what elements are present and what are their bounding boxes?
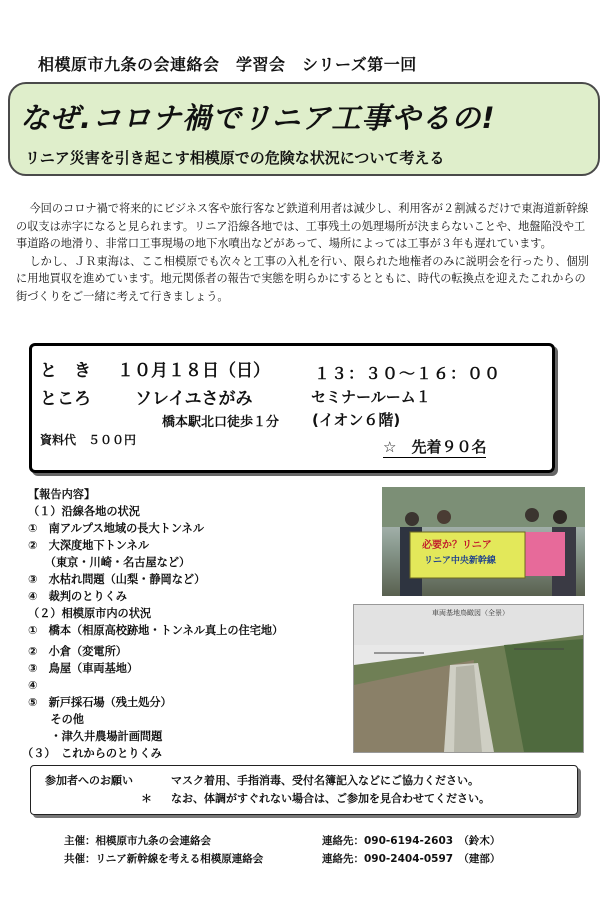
report-line: ① 橋本（相原高校跡地・トンネル真上の住宅地） — [28, 624, 284, 637]
event-time: １３：３０～１６：００ — [314, 364, 502, 383]
depot-aerial-image — [353, 604, 584, 753]
report-line: ③ 鳥屋（車両基地） — [28, 662, 139, 675]
report-list — [22, 486, 284, 762]
report-line: ・津久井農場計画問題 — [28, 730, 163, 743]
report-line: その他 — [28, 713, 84, 726]
intro-paragraph-1: 今回のコロナ禍で将来的にビジネス客や旅行客など鉄道利用者は減少し、利用客が２割減るだけで東海道新幹線の収支は赤字になると見られます。リニア沿線各地では、工事残土の処理場所が決まらないことや、地盤陥没や工事道路の地滑り、非常口工事現場の地下水噴出などがあって、場所によっては工事が３年も遅れています。 — [16, 202, 589, 250]
report-line: ④ 裁判のとりくみ — [28, 590, 127, 603]
protest-banner-text-2: リニア中央新幹線 — [424, 556, 496, 566]
event-date: １０月１８日（日） — [117, 361, 270, 381]
notice-label: 参加者へのお願い — [45, 774, 133, 787]
report-line: ① 南アルプス地域の長大トンネル — [28, 522, 205, 535]
report-line: （１）沿線各地の状況 — [28, 505, 140, 518]
intro-text — [16, 200, 594, 305]
notice-line-2: なお、体調がすぐれない場合は、ご参加を見合わせてください。 — [171, 792, 490, 805]
cosponsor-contact: 連絡先：090-2404-0597 （建部） — [322, 853, 501, 865]
report-line: （３） これからのとりくみ — [22, 747, 162, 760]
protest-banner-text-1: 必要か？リニア — [422, 540, 492, 551]
where-label: ところ — [40, 389, 91, 409]
organizer-contact: 連絡先：090-6194-2603 （鈴木） — [322, 835, 501, 847]
report-line: ② 小倉（変電所） — [28, 645, 127, 658]
report-line: ④ — [28, 679, 38, 692]
protest-photo — [382, 487, 585, 596]
event-fee: 資料代 ５００円 — [40, 433, 137, 447]
when-label: と き — [40, 361, 91, 381]
report-line: （２）相模原市内の状況 — [28, 607, 152, 620]
report-line: ③ 水枯れ問題（山梨・静岡など） — [28, 573, 206, 586]
event-capacity: ☆ 先着９０名 — [383, 438, 487, 456]
notice-line-1: マスク着用、手指消毒、受付名簿記入などにご協力ください。 — [171, 774, 479, 787]
depot-image-caption: 車両基地鳥瞰図（全景） — [432, 609, 509, 617]
organizer: 主催：相模原市九条の会連絡会 — [64, 835, 211, 847]
depot-aerial-graphic — [354, 605, 583, 752]
series-header: 相模原市九条の会連絡会 学習会 シリーズ第一回 — [38, 55, 417, 74]
event-room: セミナールーム１ — [311, 388, 431, 406]
cosponsor: 共催：リニア新幹線を考える相模原連絡会 — [64, 853, 264, 865]
notice-bullet: ＊ — [141, 792, 152, 805]
report-heading: 【報告内容】 — [28, 488, 96, 501]
intro-paragraph-2: しかし、ＪＲ東海は、ここ相模原でも次々と工事の入札を行い、限られた地権者のみに説明会を行ったり、個別に用地買収を進めています。地元関係者の報告で実態を明らかにするとともに、時代の転換点を迎えたこれからの街づくりをご一緒に考えて行きましょう。 — [16, 254, 589, 303]
report-line: （東京・川崎・名古屋など） — [28, 556, 191, 569]
report-line: ⑤ 新戸採石場（残土処分） — [28, 696, 172, 709]
main-title: なぜ.コロナ禍でリニア工事やるの! — [20, 101, 496, 135]
event-access: 橋本駅北口徒歩１分 — [162, 415, 280, 430]
event-venue: ソレイユさがみ — [135, 389, 253, 409]
report-line: ② 大深度地下トンネル — [28, 539, 150, 552]
subtitle: リニア災害を引き起こす相模原での危険な状況について考える — [25, 149, 445, 167]
notice-box — [30, 765, 578, 815]
event-floor: (イオン６階) — [312, 411, 401, 429]
